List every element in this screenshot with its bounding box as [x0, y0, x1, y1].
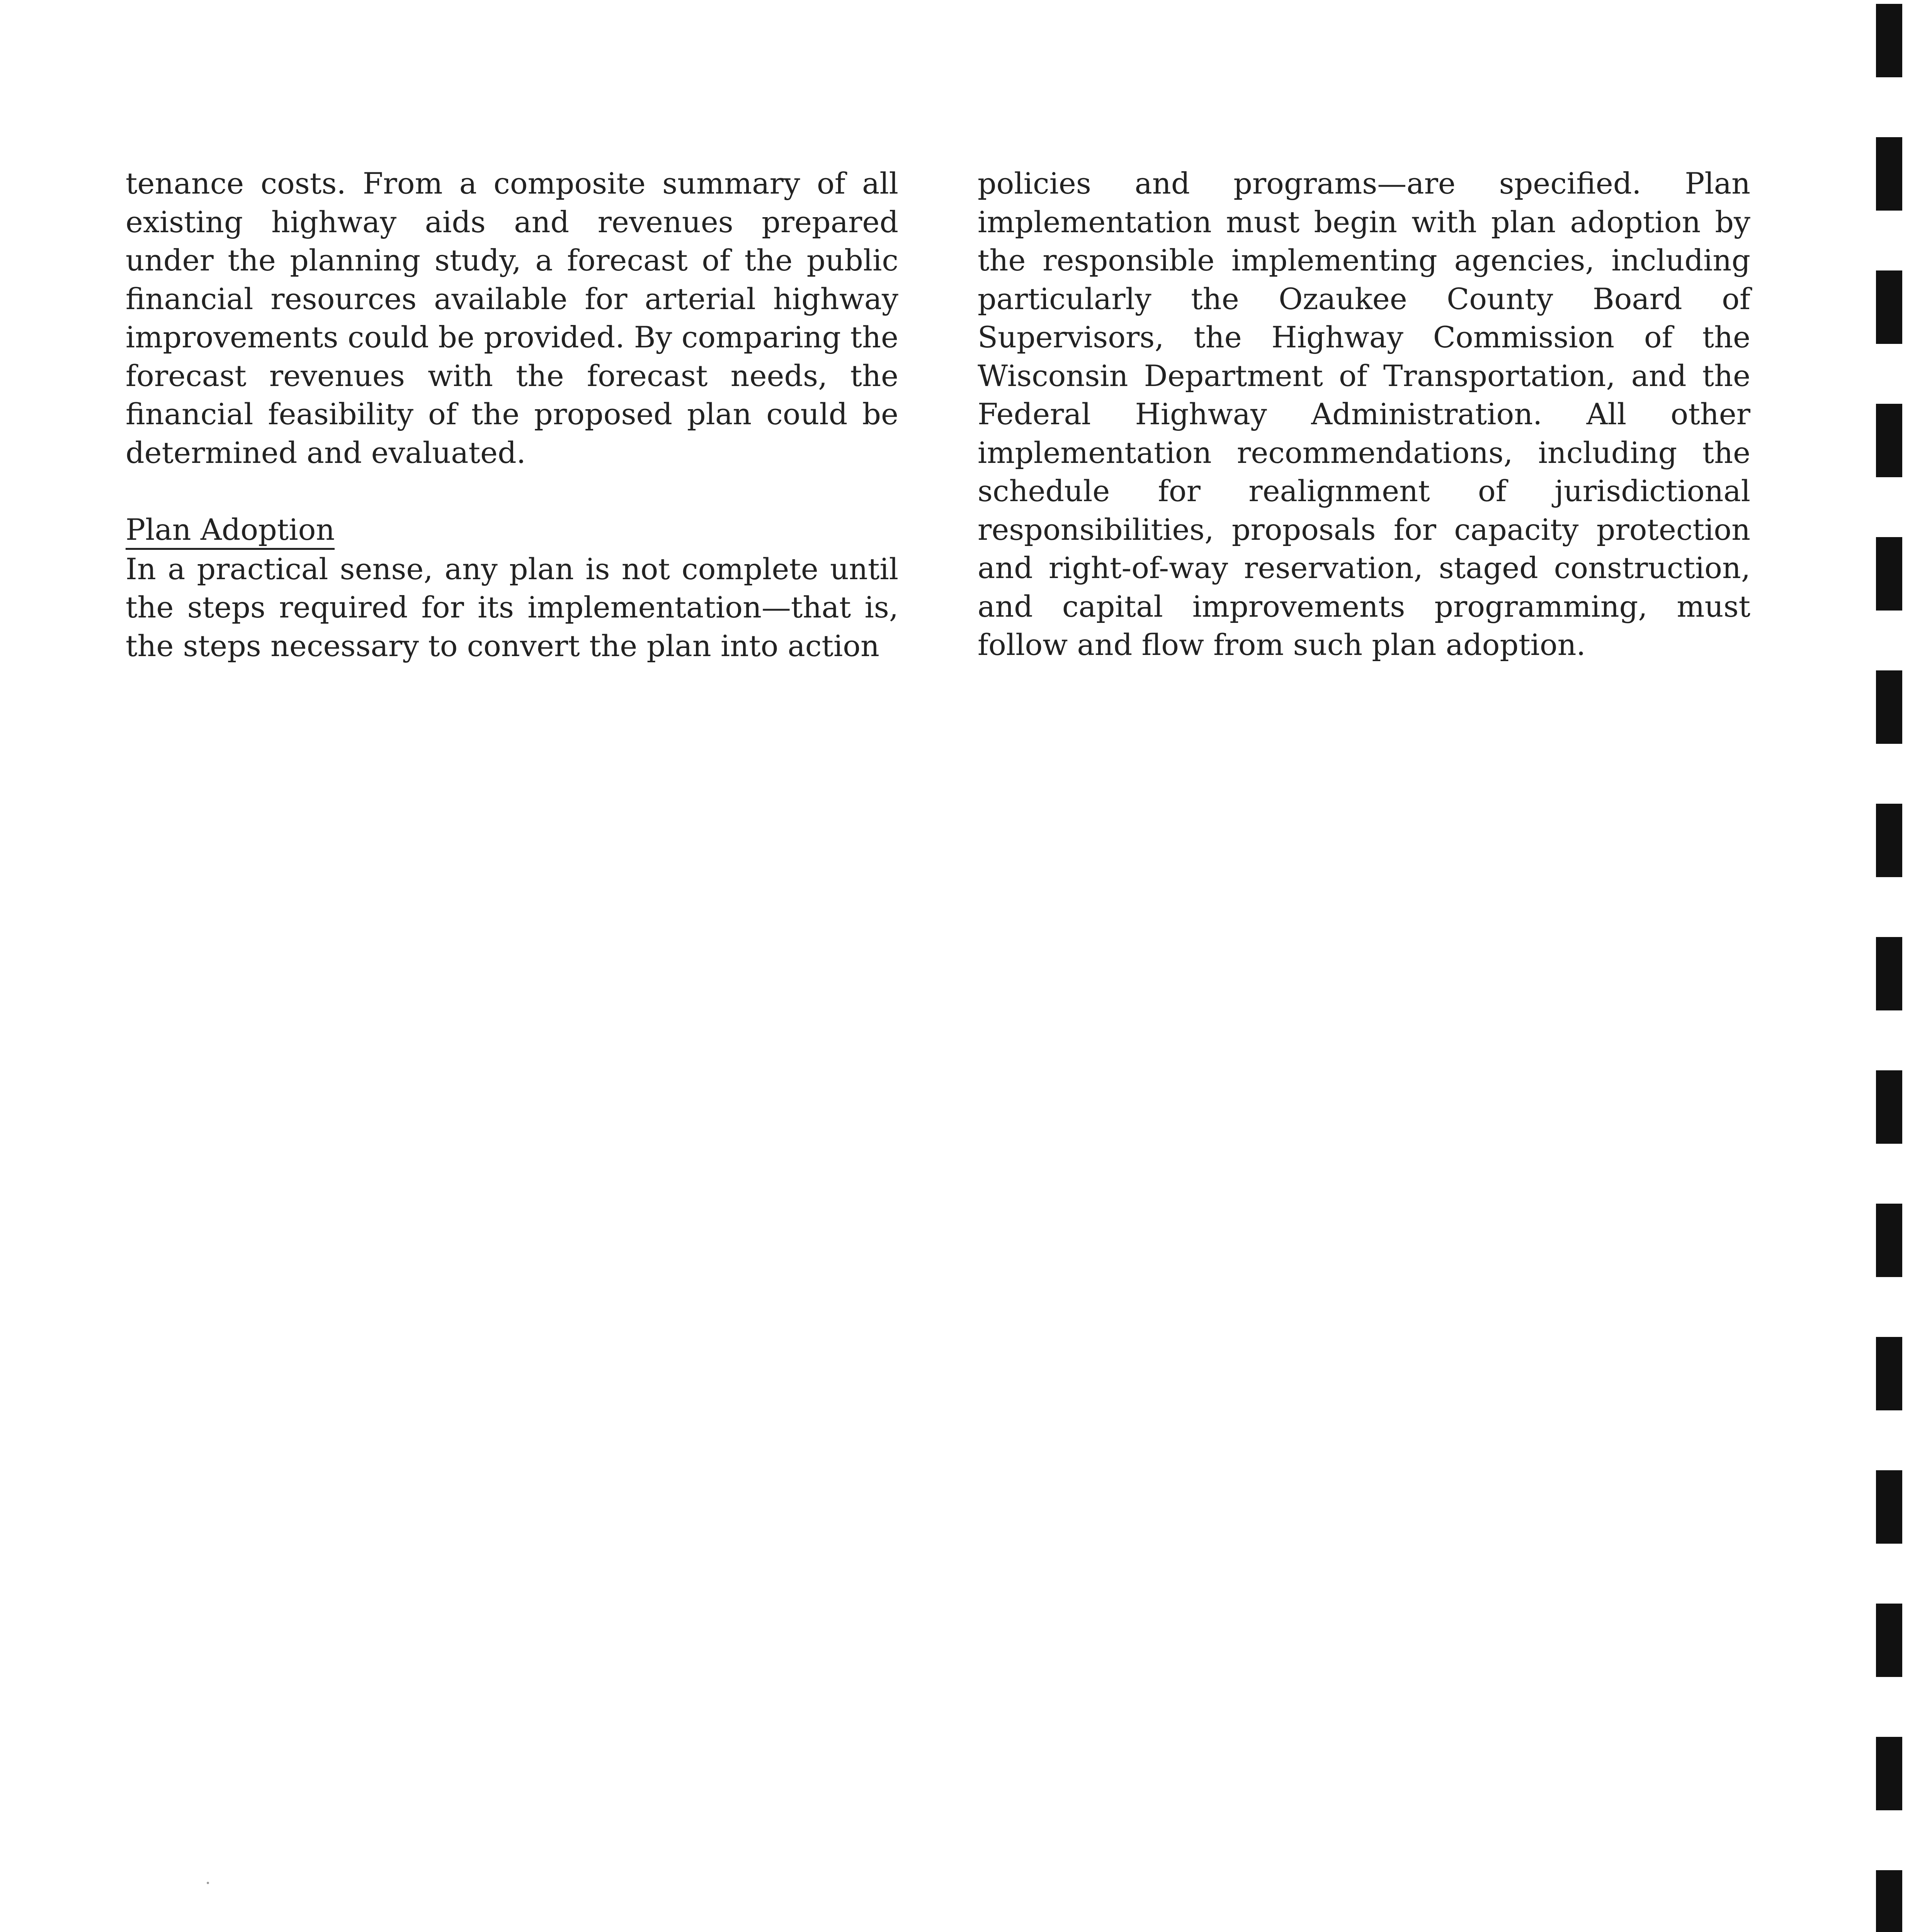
- body-paragraph: policies and programs—are specified. Plan implementation must begin with plan adoption by the responsible implementing agencies, including particularly the Ozaukee County Board of Supervisors, the Highway Commission of the Wisconsin Department of Transportation, and the Federal Highway Administration. All other implementation recommendations, including the schedule for realignment of jurisdictional responsibilities, proposals for capacity protection and right-of-way reservation, staged construction, and capital improvements programming, must follow and flow from such plan adoption.: [978, 166, 1750, 662]
- binding-mark: [1876, 1204, 1902, 1277]
- binding-mark: [1876, 1070, 1902, 1144]
- body-paragraph: In a practical sense, any plan is not complete until the steps required for its implementation—that is, the steps necessary to convert the plan into action: [126, 551, 898, 663]
- binding-mark: [1876, 137, 1902, 211]
- binding-mark: [1876, 937, 1902, 1010]
- binding-marks: [1876, 0, 1907, 1932]
- binding-mark: [1876, 1470, 1902, 1544]
- paragraph-gap: [126, 472, 898, 510]
- left-column: [126, 164, 898, 665]
- binding-mark: [1876, 804, 1902, 877]
- binding-mark: [1876, 1604, 1902, 1677]
- binding-mark: [1876, 404, 1902, 477]
- section-heading: Plan Adoption: [126, 512, 335, 550]
- binding-mark: [1876, 1737, 1902, 1810]
- binding-mark: [1876, 270, 1902, 344]
- binding-mark: [1876, 670, 1902, 744]
- binding-mark: [1876, 1870, 1902, 1932]
- binding-mark: [1876, 4, 1902, 77]
- binding-mark: [1876, 1337, 1902, 1410]
- scan-speck: [207, 1882, 209, 1884]
- right-column: [978, 164, 1750, 664]
- binding-mark: [1876, 537, 1902, 611]
- body-paragraph: tenance costs. From a composite summary of all existing highway aids and revenues prepared under the planning study, a forecast of the public financial resources available for arterial highway improvements could be provided. By comparing the forecast revenues with the forecast needs, the financial feasibility of the proposed plan could be determined and evaluated.: [126, 166, 898, 470]
